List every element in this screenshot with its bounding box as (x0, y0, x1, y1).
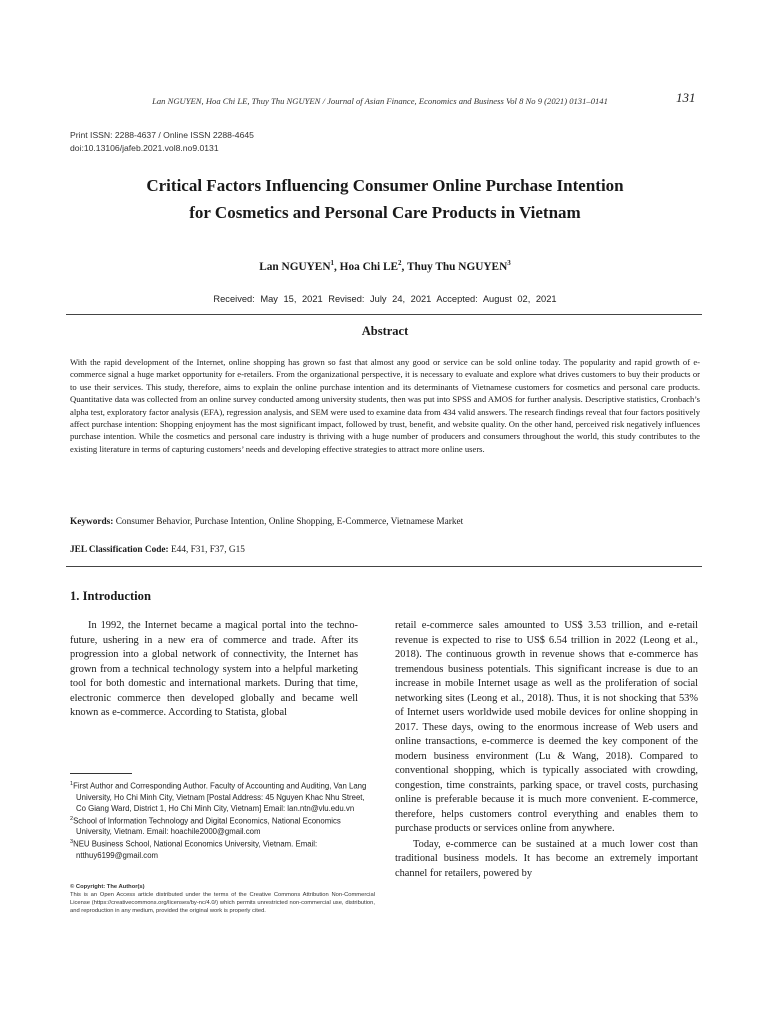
section-divider (66, 566, 702, 567)
received-date: Received: May 15, 2021 (213, 294, 323, 304)
intro-paragraph-continued: retail e-commerce sales amounted to US$ 3.53 trillion, and e-retail revenue is expected to rise to US$ 6.54 trillion in 2022 (Leong et al., 2018). The continuous growth in revenue shows that e-commerce has tremendous business potentials. This significant increase is due to an increase in mobile Internet usage as well as the proliferation of social networking sites (Leong et al., 2018). Thus, it is not shocking that 53% of Internet users worldwide used mobile devices for online shopping in 2017. These days, owing to the enormous increase of Web users and online transactions, e-commerce is deemed the key component of the modern business environment (Lu & Wang, 2018). Compared to conventional shopping, which is typically associated with crowding, congestion, time constraints, parking space, or travel costs, purchasing online is preferable because it is much more convenient. E-commerce, therefore, helps customers control everything and enables them to purchase products or services online from anywhere. (395, 620, 698, 834)
footnote-mark: 1 (70, 781, 74, 787)
issn-line: Print ISSN: 2288-4637 / Online ISSN 2288-4645 (70, 130, 254, 140)
footnotes (70, 779, 375, 861)
author-list (70, 259, 700, 273)
accepted-date: Accepted: August 02, 2021 (436, 294, 557, 304)
copyright-line: © Copyright: The Author(s) (70, 884, 145, 890)
left-column (70, 619, 358, 721)
affiliation-mark: 1 (330, 259, 334, 267)
introduction-heading: 1. Introduction (70, 589, 151, 603)
footnote (70, 779, 375, 814)
author-separator: , (334, 260, 340, 273)
footnote (70, 837, 375, 861)
keywords-line (70, 516, 700, 529)
doi-line: doi:10.13106/jafeb.2021.vol8.no9.0131 (70, 143, 219, 153)
submission-dates (70, 294, 700, 304)
license-text: This is an Open Access article distributed under the terms of the Creative Commons Attribution Non-Commercial License (https://creativecommons.org/licenses/by-nc/4.0/) which permits unrestricted non-commercial use, distribution, and reproduction in any medium, provided the original work is properly cited. (70, 892, 375, 914)
footnote-mark: 2 (70, 815, 74, 822)
footnote-rule (70, 773, 132, 774)
running-header: Lan NGUYEN, Hoa Chi LE, Thuy Thu NGUYEN / Journal of Asian Finance, Economics and Business Vol 8 No 9 (2021) 0131–0141 (152, 96, 608, 106)
footnote-text: School of Information Technology and Digital Economics, National Economics University, Vietnam. Email: hoachile2000@gmail.com (73, 816, 341, 837)
author-name: Thuy Thu NGUYEN (407, 260, 508, 273)
page-number: 131 (676, 90, 696, 105)
top-divider (66, 314, 702, 315)
keywords-label: Keywords: (70, 517, 114, 527)
revised-date: Revised: July 24, 2021 (328, 294, 432, 304)
article-title (70, 172, 700, 226)
jel-line (70, 544, 700, 557)
keywords-value: Consumer Behavior, Purchase Intention, Online Shopping, E-Commerce, Vietnamese Market (115, 517, 464, 527)
abstract-heading: Abstract (361, 324, 409, 338)
jel-value: E44, F31, F37, G15 (171, 545, 245, 555)
author-name: Lan NGUYEN (259, 260, 331, 273)
abstract-text: With the rapid development of the Internet, online shopping has grown so fast that almost any good or service can be sold online today. The popularity and rapid growth of e-commerce signal a huge market opportunity for e-retailers. From the organizational perspective, it is necessary to evaluate and explore what drives customers to buy their products or to use their services. This study, therefore, aims to explain the online purchase intention and its determinants of Vietnamese customers for cosmetics and personal care products. Quantitative data was collected from an online survey conducted among university students, then was put into SPSS and AMOS for further analysis. Descriptive statistics, Cronbach’s alpha test, exploratory factor analysis (EFA), regression analysis, and SEM were used to examine data from 434 valid answers. The research findings reveal that four factors positively affect purchase intention: Shopping enjoyment has the most significant impact, followed by trust, benefit, and website quality. On the other hand, perceived risk negatively influences purchase intention. While the cosmetics and personal care industry is thriving with a huge number of producers and consumers throughout the world, this study contributes to the existing literature in terms of capturing customers’ needs and developing effective strategies to attract more online users. (70, 357, 700, 454)
affiliation-mark: 3 (507, 259, 511, 267)
author-name: Hoa Chi LE (339, 260, 399, 273)
footnote-text: NEU Business School, National Economics University, Vietnam. Email: ntthuy6199@gmail.com (73, 839, 318, 860)
footnote-text: First Author and Corresponding Author. Faculty of Accounting and Auditing, Van Lang University, Ho Chi Minh City, Vietnam [Postal Address: 45 Nguyen Khac Nhu Street, Co Giang Ward, District 1, Ho Chi Minh City, Vietnam] Email: lan.ntn@vlu.edu.vn (73, 781, 367, 813)
right-column (395, 619, 698, 881)
identifiers-block (70, 129, 254, 155)
jel-label: JEL Classification Code: (70, 545, 169, 555)
affiliation-mark: 2 (398, 259, 402, 267)
title-line-2: for Cosmetics and Personal Care Products in Vietnam (189, 203, 581, 222)
author-separator: , (401, 260, 407, 273)
title-line-1: Critical Factors Influencing Consumer Online Purchase Intention (146, 176, 624, 195)
intro-paragraph: In 1992, the Internet became a magical portal into the techno-future, ushering in a new era of commerce and trade. After its progression into a global network of connectivity, the Internet has grown from a technical technology system into a helpful marketing tool for both domestic and international markets. During that time, electronic commerce then developed globally and became well known as e-commerce. According to Statista, global (70, 620, 358, 718)
footnote-mark: 3 (70, 839, 74, 846)
footnote (70, 814, 375, 838)
intro-paragraph: Today, e-commerce can be sustained at a much lower cost than traditional business models. It has become an extremely important channel for retailers, powered by (395, 838, 698, 879)
license-notice (70, 883, 375, 915)
